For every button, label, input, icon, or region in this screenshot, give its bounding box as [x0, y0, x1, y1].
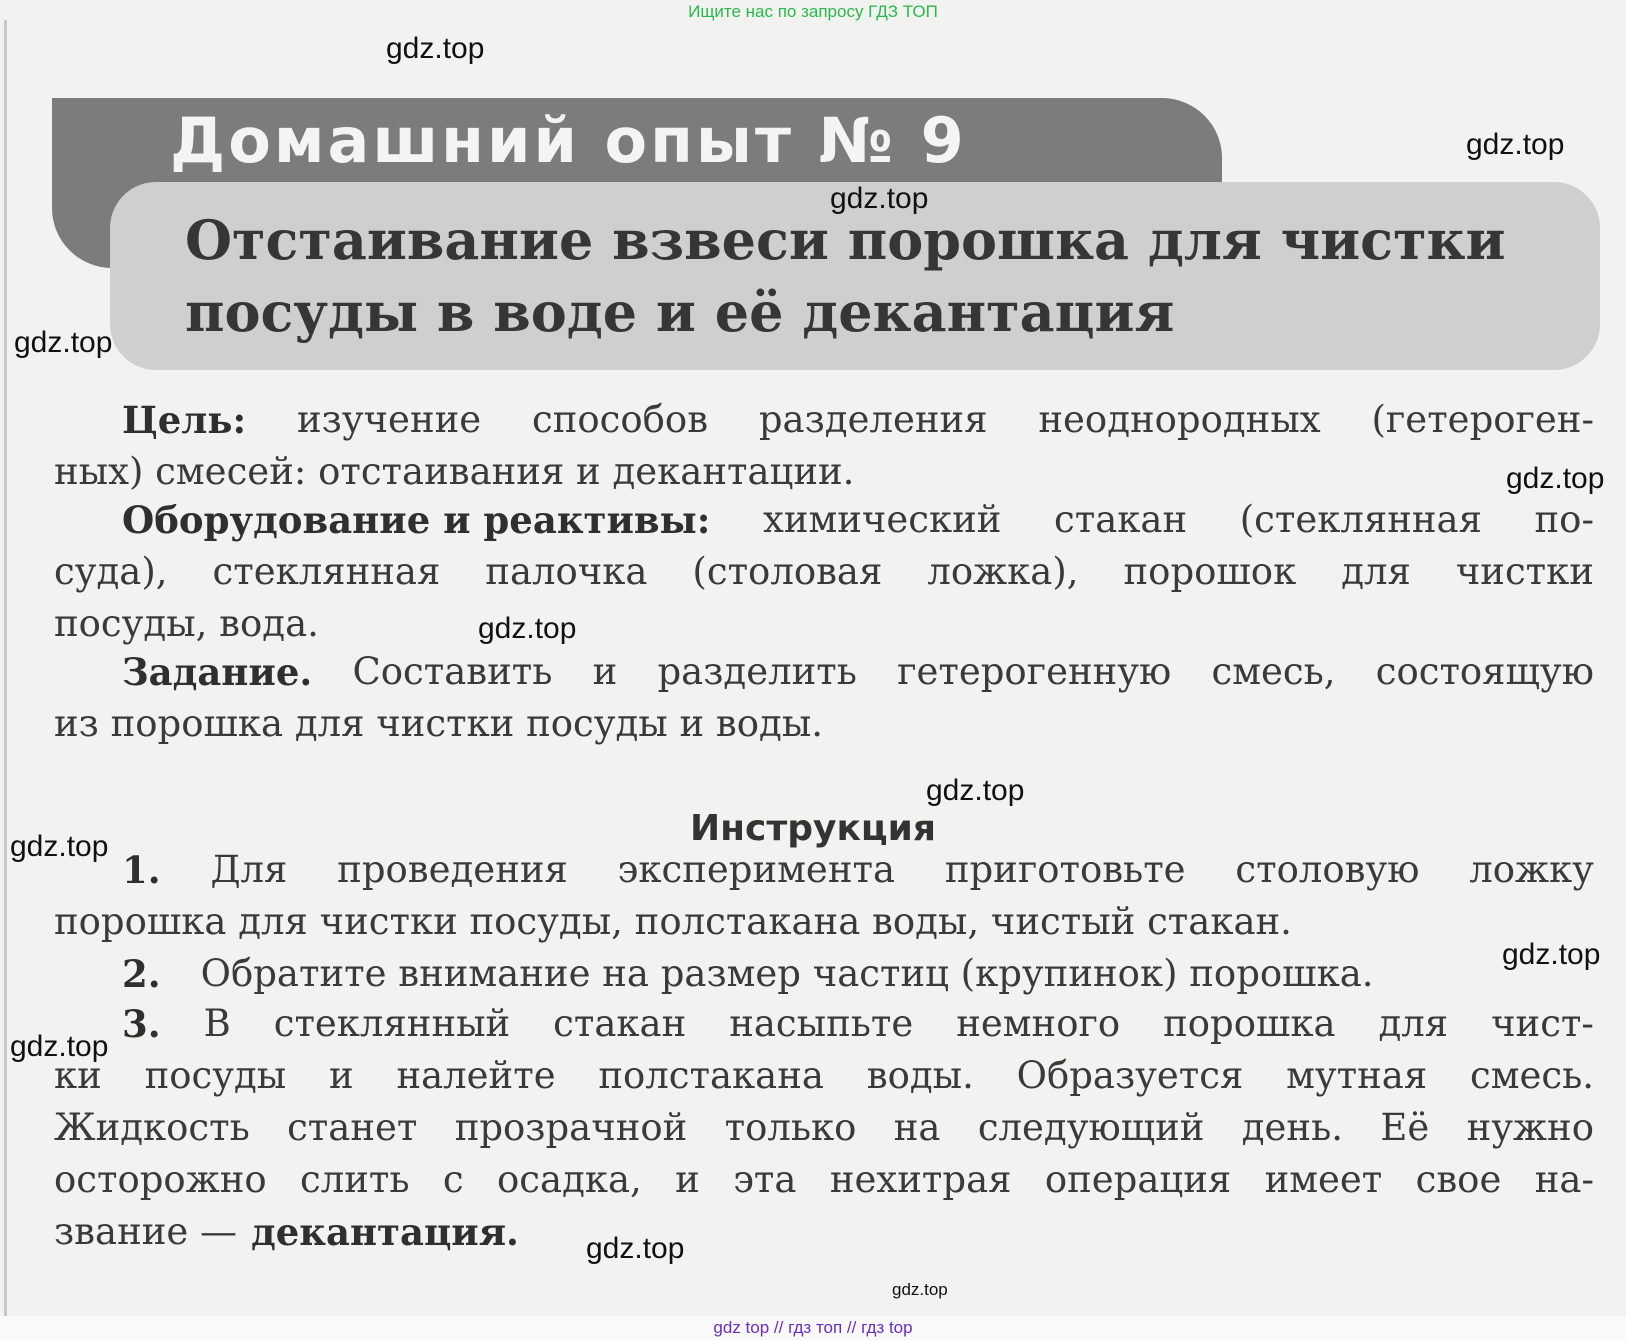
- step-1-line-1: [54, 844, 1594, 896]
- word: Для: [210, 848, 288, 891]
- word: смесь.: [1469, 1054, 1594, 1097]
- word: полстакана: [598, 1054, 824, 1097]
- word: (стеклянная: [1239, 498, 1482, 541]
- word: В: [203, 1002, 231, 1045]
- watermark[interactable]: gdz.top: [478, 612, 577, 645]
- word: (гетероген-: [1371, 398, 1594, 441]
- page-edge: [4, 20, 7, 1320]
- decantation-term: декантация.: [251, 1210, 519, 1254]
- step-line-text: звание —: [54, 1210, 238, 1253]
- word: имеет: [1264, 1158, 1383, 1201]
- word: стакан: [1054, 498, 1188, 541]
- word: нужно: [1466, 1106, 1594, 1149]
- step-line-text: порошка для чистки посуды, полстакана воды, чистый стакан.: [54, 900, 1292, 943]
- word: мутная: [1286, 1054, 1428, 1097]
- word: приготовьте: [944, 848, 1186, 891]
- word: разделения: [758, 398, 988, 441]
- word: только: [724, 1106, 857, 1149]
- goal-line-text: ных) смесей: отстаивания и декантации.: [54, 450, 855, 493]
- top-banner[interactable]: Ищите нас по запросу ГДЗ ТОП: [688, 2, 938, 21]
- step-2: [54, 948, 1594, 1000]
- word: стакан: [553, 1002, 687, 1045]
- word: состоящую: [1375, 650, 1594, 693]
- word: (столовая: [692, 550, 883, 593]
- word: немного: [956, 1002, 1121, 1045]
- goal-label: Цель:: [122, 398, 247, 442]
- task-label: Задание.: [122, 650, 313, 694]
- word: операция: [1044, 1158, 1232, 1201]
- subtitle-line: посуды в воде и её декантация: [185, 280, 1175, 344]
- word: станет: [287, 1106, 418, 1149]
- word: прозрачной: [454, 1106, 688, 1149]
- word: разделить: [657, 650, 857, 693]
- word: стеклянный: [273, 1002, 511, 1045]
- word: осторожно: [54, 1158, 267, 1201]
- word: способов: [532, 398, 709, 441]
- word: и: [675, 1158, 700, 1201]
- watermark[interactable]: gdz.top: [1466, 128, 1565, 161]
- equipment-line-text: посуды, вода.: [54, 602, 319, 645]
- word: эксперимента: [617, 848, 896, 891]
- word: химический: [762, 498, 1002, 541]
- step-1-line-2: [54, 896, 1594, 948]
- word: смесь,: [1211, 650, 1336, 693]
- equipment-line-3: [54, 598, 1594, 650]
- watermark[interactable]: gdz.top: [10, 830, 109, 863]
- watermark[interactable]: gdz.top: [1502, 938, 1601, 971]
- word: чист-: [1491, 1002, 1594, 1045]
- watermark[interactable]: gdz.top: [926, 774, 1025, 807]
- word: неоднородных: [1038, 398, 1321, 441]
- step-1: [54, 844, 1594, 948]
- word: на-: [1534, 1158, 1594, 1201]
- word: воды.: [866, 1054, 974, 1097]
- step-3: [54, 998, 1594, 1258]
- word: порошка: [1163, 1002, 1336, 1045]
- word: чистки: [1455, 550, 1594, 593]
- step-3-line-4: [54, 1154, 1594, 1206]
- word: день.: [1241, 1106, 1343, 1149]
- word: ложка),: [927, 550, 1079, 593]
- word: Жидкость: [54, 1106, 250, 1149]
- word: следующий: [977, 1106, 1205, 1149]
- word: Образуется: [1016, 1054, 1244, 1097]
- step-3-line-2: [54, 1050, 1594, 1102]
- word: эта: [733, 1158, 797, 1201]
- word: и: [592, 650, 618, 693]
- word: Составить: [352, 650, 553, 693]
- step-number: 2.: [122, 952, 161, 996]
- word: с: [442, 1158, 464, 1201]
- equipment-line-1: [54, 494, 1594, 546]
- step-3-line-1: [54, 998, 1594, 1050]
- watermark[interactable]: gdz.top: [830, 182, 929, 215]
- equipment-line-2: [54, 546, 1594, 598]
- word: осадка,: [497, 1158, 642, 1201]
- word: налейте: [396, 1054, 556, 1097]
- experiment-subtitle: [185, 204, 1565, 348]
- word: проведения: [337, 848, 568, 891]
- word: порошок: [1123, 550, 1297, 593]
- bottom-watermark-line[interactable]: gdz top // гдз топ // гдз top: [713, 1318, 913, 1337]
- step-number: 3.: [122, 1002, 161, 1046]
- goal-line-2: [54, 446, 1594, 498]
- experiment-title: Домашний опыт № 9: [170, 104, 967, 177]
- step-number: 1.: [122, 848, 161, 892]
- word: стеклянная: [212, 550, 441, 593]
- word: и: [329, 1054, 354, 1097]
- watermark[interactable]: gdz.top: [586, 1232, 685, 1265]
- word: для: [1378, 1002, 1449, 1045]
- step-3-line-3: [54, 1102, 1594, 1154]
- word: насыпьте: [729, 1002, 914, 1045]
- word: слить: [300, 1158, 410, 1201]
- word: Её: [1380, 1106, 1430, 1149]
- word: гетерогенную: [897, 650, 1172, 693]
- step-2-line-1: [54, 948, 1594, 1000]
- equipment-label: Оборудование и реактивы:: [122, 498, 711, 542]
- word: на: [893, 1106, 941, 1149]
- word: для: [1341, 550, 1411, 593]
- word: суда),: [54, 550, 168, 593]
- subtitle-line: Отстаивание взвеси порошка для чистки: [185, 208, 1506, 272]
- word: изучение: [296, 398, 482, 441]
- step-3-line-5: [54, 1206, 1594, 1258]
- word: ки: [54, 1054, 102, 1097]
- watermark[interactable]: gdz.top: [10, 1030, 109, 1063]
- task-line-1: [54, 646, 1594, 698]
- goal-line-1: [54, 394, 1594, 446]
- equipment-paragraph: [54, 494, 1594, 650]
- word: палочка: [485, 550, 648, 593]
- watermark[interactable]: gdz.top: [14, 326, 113, 359]
- task-paragraph: [54, 646, 1594, 750]
- word: посуды: [144, 1054, 287, 1097]
- watermark[interactable]: gdz.top: [1506, 462, 1605, 495]
- task-line-text: из порошка для чистки посуды и воды.: [54, 702, 824, 745]
- word: свое: [1415, 1158, 1502, 1201]
- word: нехитрая: [829, 1158, 1012, 1201]
- word: столовую: [1235, 848, 1420, 891]
- word: по-: [1534, 498, 1594, 541]
- task-line-2: [54, 698, 1594, 750]
- watermark[interactable]: gdz.top: [892, 1280, 948, 1299]
- watermark[interactable]: gdz.top: [386, 32, 485, 65]
- word: ложку: [1469, 848, 1594, 891]
- instruction-title: Инструкция: [690, 808, 936, 849]
- step-line-text: Обратите внимание на размер частиц (крупинок) порошка.: [200, 952, 1374, 995]
- goal-paragraph: [54, 394, 1594, 498]
